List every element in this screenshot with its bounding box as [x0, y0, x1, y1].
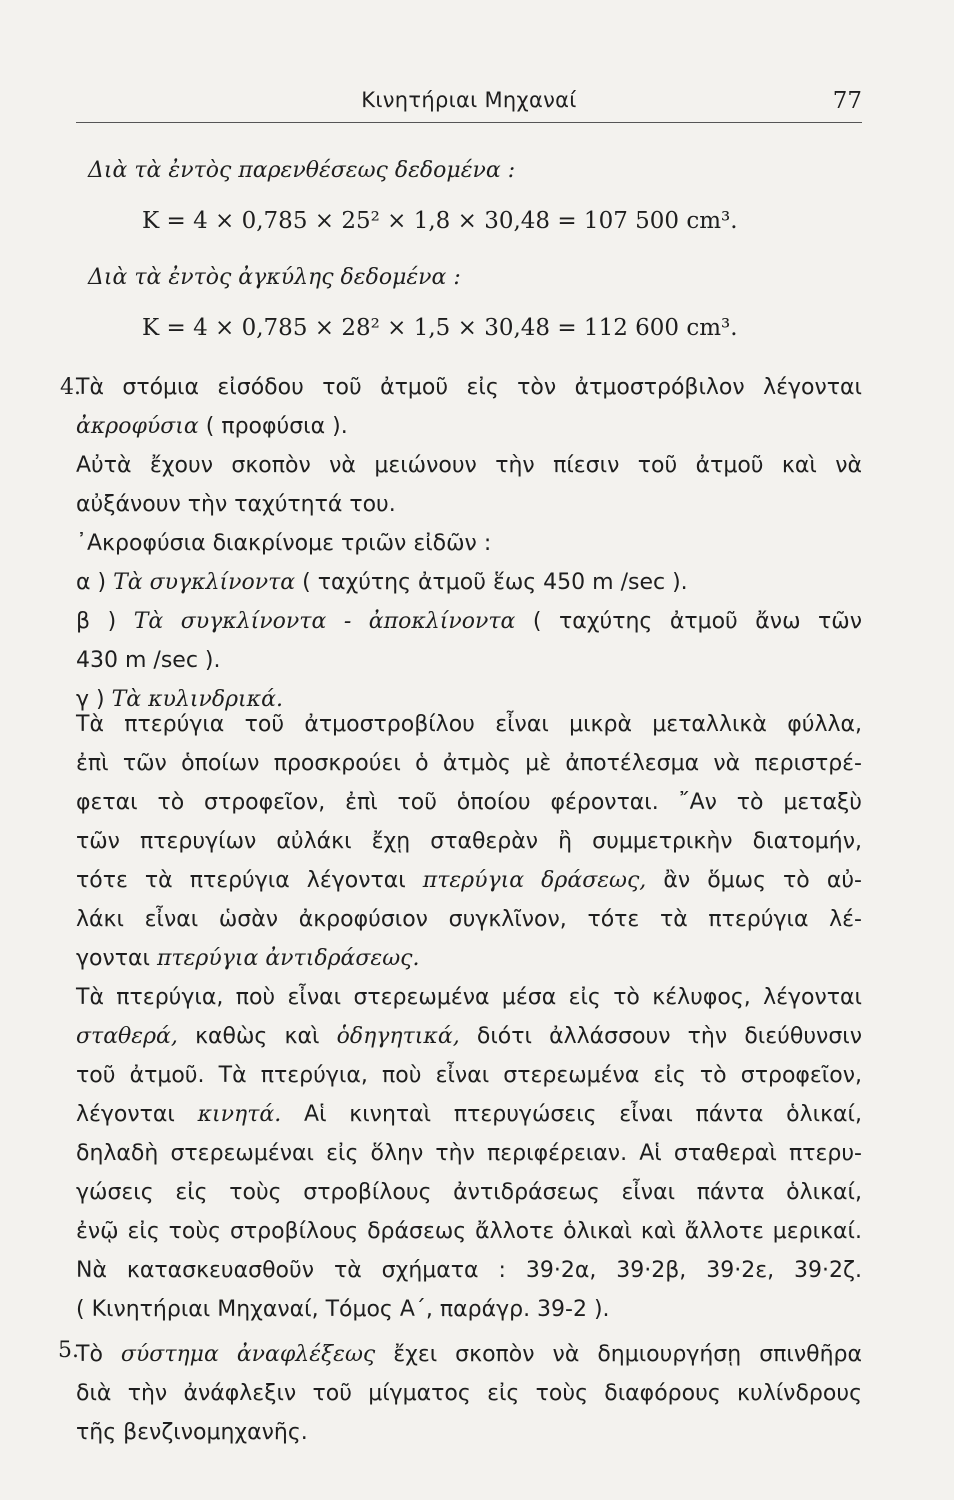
reference-line: ( Κινητήριαι Μηχαναί, Τόμος Α΄, παράγρ. 39-2 ). — [76, 1297, 610, 1322]
text-line: γονται πτερύγια ἀντιδράσεως. — [76, 946, 420, 971]
formula-line: K = 4 × 0,785 × 28² × 1,5 × 30,48 = 112 600 cm³. — [142, 315, 738, 341]
text-line: Τὰ στόμια εἰσόδου τοῦ ἀτμοῦ εἰς τὸν ἀτμοστρόβιλον λέγονται — [76, 375, 862, 400]
formula-line: K = 4 × 0,785 × 25² × 1,8 × 30,48 = 107 500 cm³. — [142, 208, 738, 234]
text-line: λάκι εἶναι ὡσὰν ἀκροφύσιον συγκλῖνον, τότε τὰ πτερύγια λέ- — [76, 907, 862, 932]
text-line: ᾿Ακροφύσια διακρίνομε τριῶν εἰδῶν : — [76, 531, 492, 556]
text-line: ἐπὶ τῶν ὁποίων προσκρούει ὁ ἀτμὸς μὲ ἀποτέλεσμα νὰ περιστρέ- — [76, 751, 862, 776]
text-line: σταθερά, καθὼς καὶ ὁδηγητικά, διότι ἀλλάσσουν τὴν διεύθυνσιν — [76, 1024, 863, 1049]
text-line: Διὰ τὰ ἐντὸς ἀγκύλης δεδομένα : — [88, 265, 461, 290]
text-line: φεται τὸ στροφεῖον, ἐπὶ τοῦ ὁποίου φέρονται. ῎Αν τὸ μεταξὺ — [76, 790, 862, 815]
text-line: 430 m /sec ). — [76, 648, 221, 673]
text-line: διὰ τὴν ἀνάφλεξιν τοῦ μίγματος εἰς τοὺς διαφόρους κυλίνδρους — [76, 1381, 862, 1406]
running-header — [76, 88, 862, 123]
text-line: λέγονται κινητά. Αἱ κινηταὶ πτερυγώσεις εἶναι πάντα ὁλικαί, — [76, 1102, 862, 1127]
text-line: Αὐτὰ ἔχουν σκοπὸν νὰ μειώνουν τὴν πίεσιν τοῦ ἀτμοῦ καὶ νὰ — [76, 453, 862, 478]
text-line: Τὰ πτερύγια, ποὺ εἶναι στερεωμένα μέσα εἰς τὸ κέλυφος, λέγονται — [76, 985, 862, 1010]
text-line: ἀκροφύσια ( προφύσια ). — [76, 414, 348, 439]
list-item: β ) Τὰ συγκλίνοντα - ἀποκλίνοντα ( ταχύτης ἀτμοῦ ἄνω τῶν — [76, 609, 862, 634]
page-number: 77 — [832, 88, 862, 114]
text-line: τότε τὰ πτερύγια λέγονται πτερύγια δράσεως, ἂν ὅμως τὸ αὐ- — [76, 868, 862, 893]
list-item: γ ) Τὰ κυλινδρικά. — [76, 687, 283, 712]
text-line: δηλαδὴ στερεωμέναι εἰς ὅλην τὴν περιφέρειαν. Αἱ σταθεραὶ πτερυ- — [76, 1141, 862, 1166]
text-line: αὐξάνουν τὴν ταχύτητά του. — [76, 492, 396, 517]
section-number: 5. — [58, 1338, 79, 1363]
text-line: Τὸ σύστημα ἀναφλέξεως ἔχει σκοπὸν νὰ δημιουργήσῃ σπινθῆρα — [76, 1342, 862, 1367]
text-line: τῶν πτερυγίων αὐλάκι ἔχῃ σταθερὰν ἢ συμμετρικὴν διατομήν, — [76, 829, 862, 854]
text-line: Τὰ πτερύγια τοῦ ἀτμοστροβίλου εἶναι μικρὰ μεταλλικὰ φύλλα, — [76, 712, 862, 737]
text-line: ἐνῷ εἰς τοὺς στροβίλους δράσεως ἄλλοτε ὁλικαὶ καὶ ἄλλοτε μερικαί. — [76, 1219, 862, 1244]
text-line: τῆς βενζινομηχανῆς. — [76, 1420, 308, 1445]
text-line: γώσεις εἰς τοὺς στροβίλους ἀντιδράσεως εἶναι πάντα ὁλικαί, — [76, 1180, 862, 1205]
text-line: τοῦ ἀτμοῦ. Τὰ πτερύγια, ποὺ εἶναι στερεωμένα εἰς τὸ στροφεῖον, — [76, 1063, 862, 1088]
text-line: Νὰ κατασκευασθοῦν τὰ σχήματα : 39·2α, 39·2β, 39·2ε, 39·2ζ. — [76, 1258, 862, 1283]
list-item: α ) Τὰ συγκλίνοντα ( ταχύτης ἀτμοῦ ἕως 450 m /sec ). — [76, 570, 688, 595]
section-number: 4. — [60, 375, 81, 400]
text-line: Διὰ τὰ ἐντὸς παρενθέσεως δεδομένα : — [88, 158, 516, 183]
header-title: Κινητήριαι Μηχαναί — [361, 88, 577, 112]
